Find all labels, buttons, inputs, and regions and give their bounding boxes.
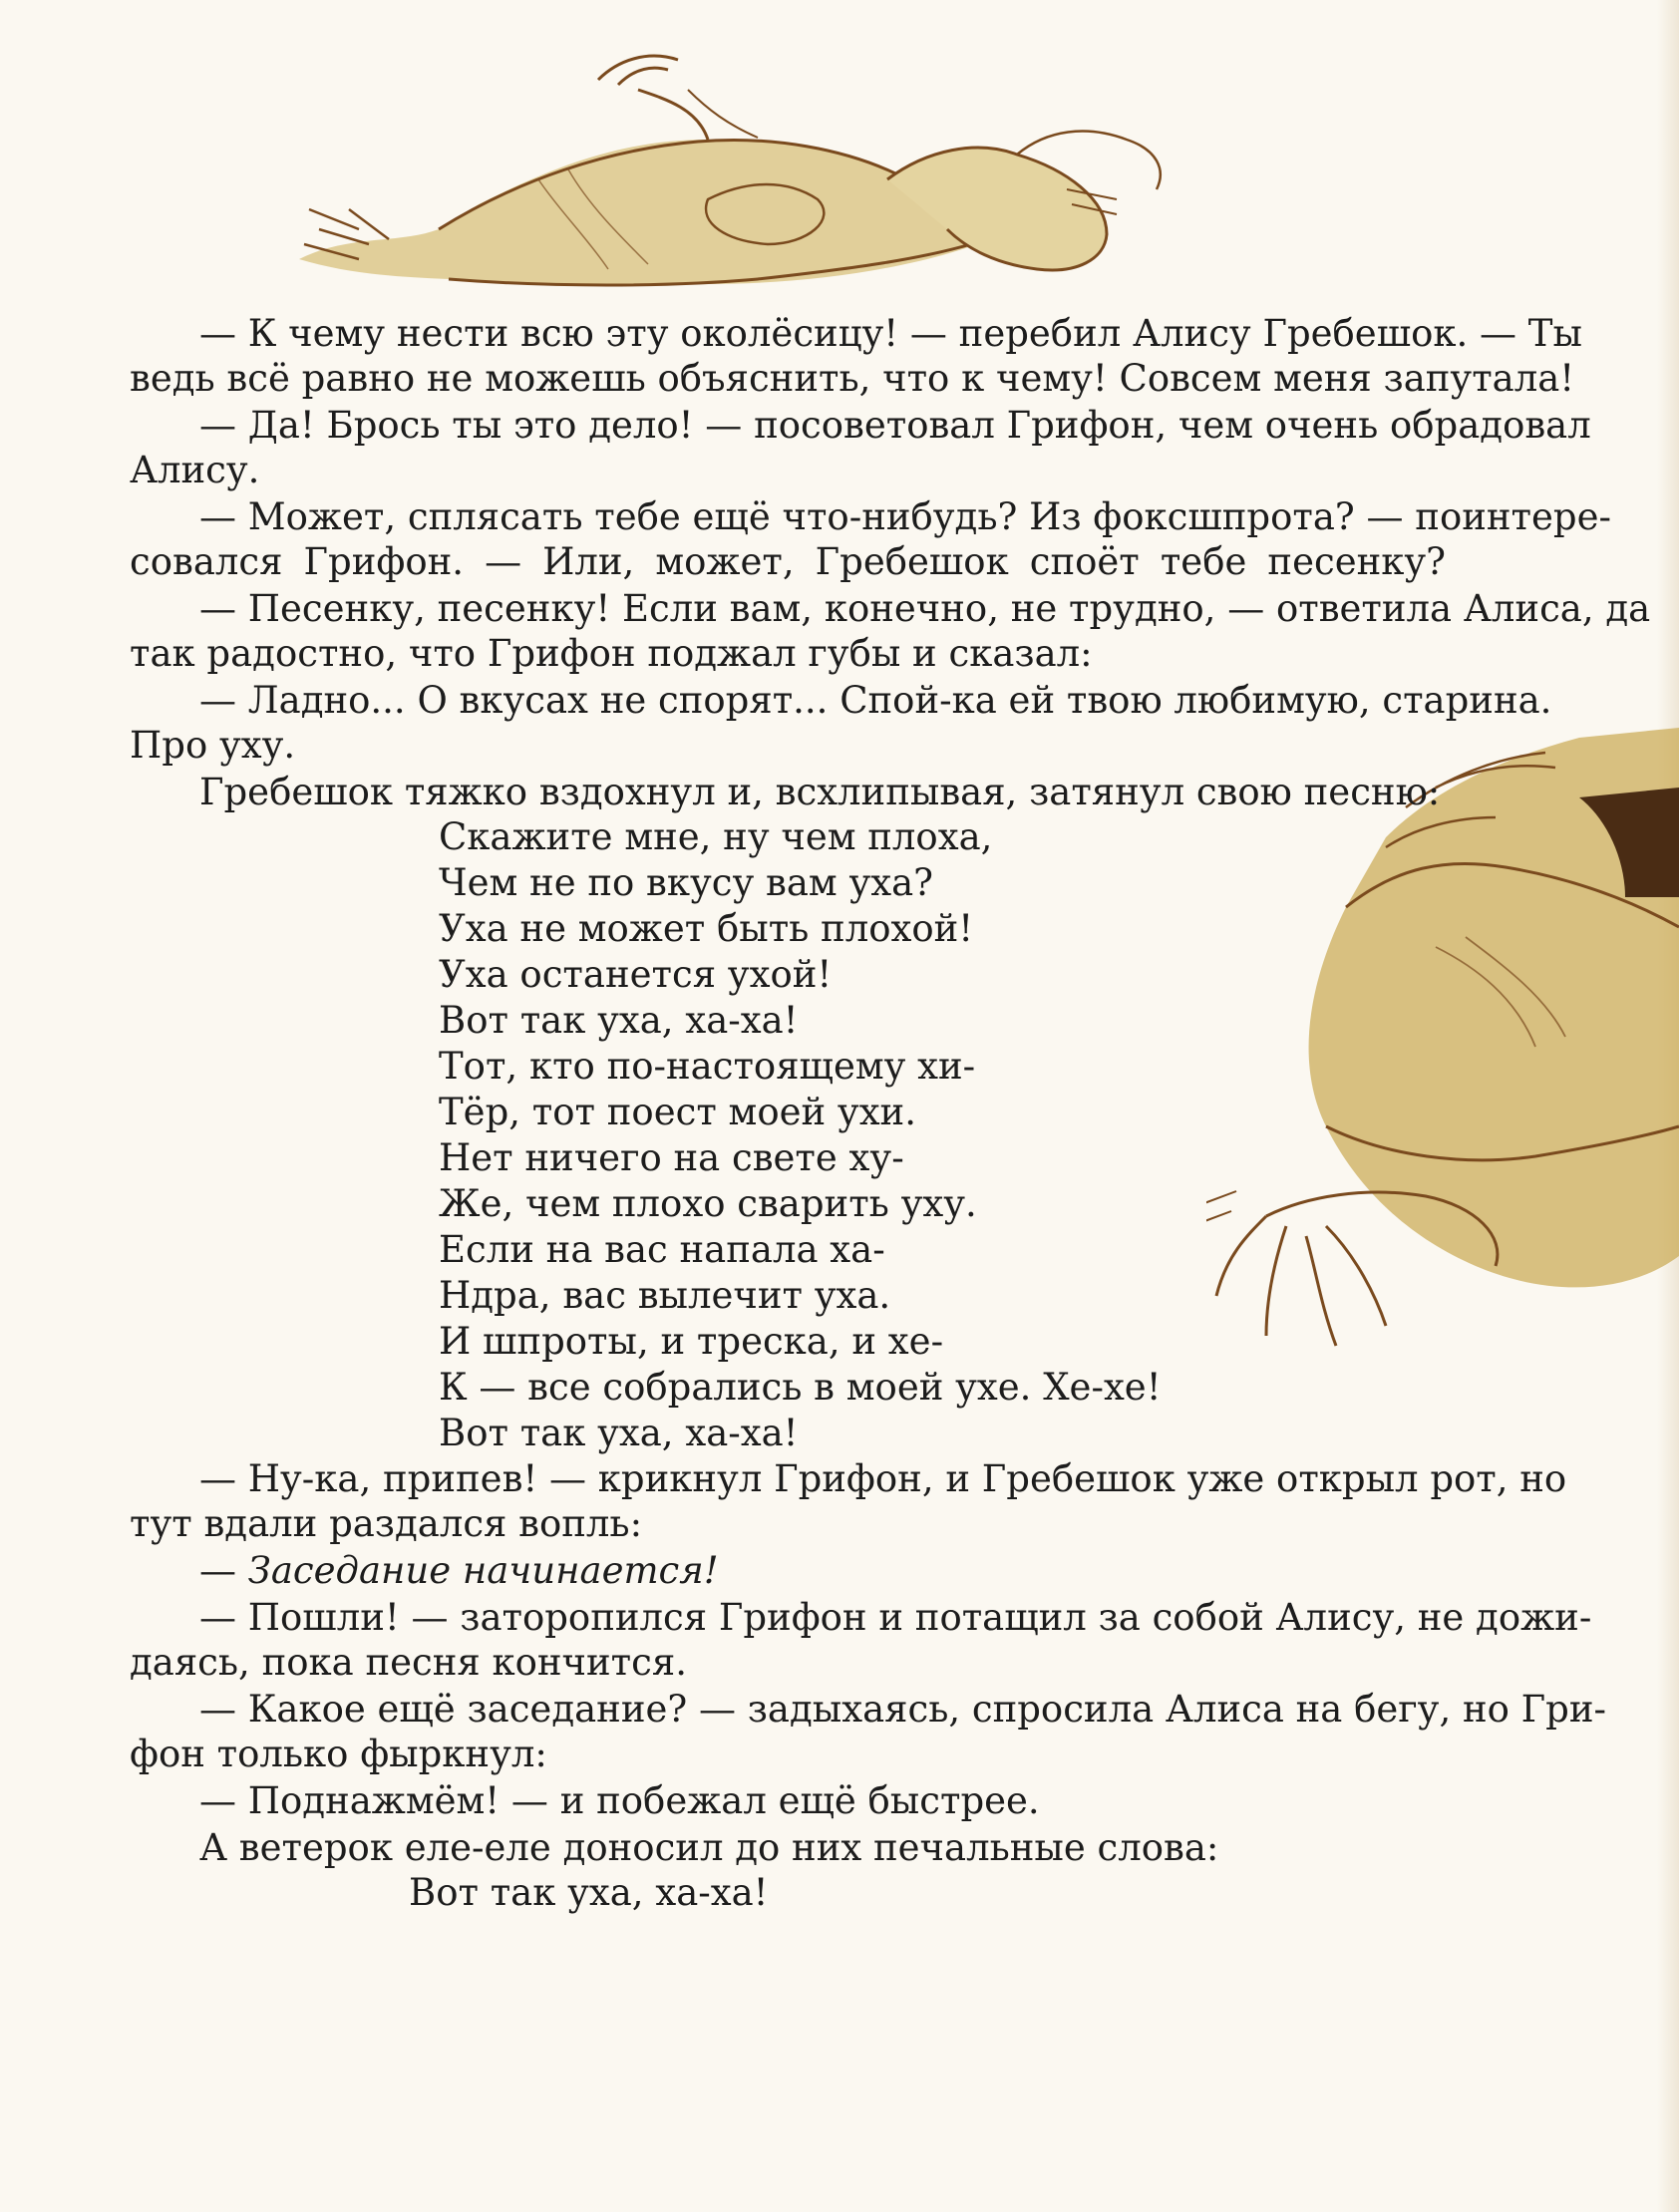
verse-line: И шпроты, и треска, и хе- <box>439 1320 944 1363</box>
verse-line: Ндра, вас вылечит уха. <box>439 1274 891 1317</box>
paragraph <box>130 770 1446 814</box>
verse-line: Чем не по вкусу вам уха? <box>439 861 933 904</box>
shout-text: Заседание начинается! <box>247 1549 719 1592</box>
line: — Да! Брось ты это дело! — посоветовал Грифон, чем очень обрадовал <box>199 404 1591 447</box>
paragraph <box>130 1778 1446 1823</box>
line: даясь, пока песня кончится. <box>130 1641 687 1684</box>
line: Гребешок тяжко вздохнул и, всхлипывая, затянул свою песню: <box>199 771 1441 813</box>
song-verse <box>439 814 1446 1456</box>
verse-line: Вот так уха, ха-ха! <box>439 999 799 1042</box>
verse-line: Уха не может быть плохой! <box>439 907 974 950</box>
verse-line: Нет ничего на свете ху- <box>439 1136 904 1179</box>
page-text <box>130 311 1651 1916</box>
verse-line: Если на вас напала ха- <box>439 1228 885 1271</box>
line: ведь всё равно не можешь объяснить, что к чему! Совсем меня запутала! <box>130 357 1575 400</box>
paragraph <box>130 1825 1446 1870</box>
verse-line: Уха останется ухой! <box>439 953 833 996</box>
illustration-top <box>289 30 1276 319</box>
verse-line: Вот так уха, ха-ха! <box>439 1412 799 1454</box>
verse-line: Же, чем плохо сварить уху. <box>439 1182 977 1225</box>
line: — Песенку, песенку! Если вам, конечно, не трудно, — ответила Алиса, да <box>199 587 1651 630</box>
line: А ветерок еле-еле доносил до них печальные слова: <box>199 1826 1219 1869</box>
line: Алису. <box>130 449 260 491</box>
line: Про уху. <box>130 724 296 767</box>
line: совался Грифон. — Или, может, Гребешок споёт тебе песенку? <box>130 540 1446 583</box>
dash: — <box>199 1549 248 1592</box>
line: фон только фыркнул: <box>130 1733 547 1775</box>
paragraph <box>130 403 1591 492</box>
line: — К чему нести всю эту околёсицу! — перебил Алису Гребешок. — Ты <box>199 312 1582 355</box>
line: — Может, сплясать тебе ещё что-нибудь? Из фоксшпрота? — поинтере- <box>199 495 1611 538</box>
final-verse-line: Вот так уха, ха-ха! <box>409 1871 769 1914</box>
verse-line: К — все собрались в моей ухе. Хе-хе! <box>439 1366 1162 1409</box>
paragraph <box>130 311 1582 401</box>
verse-line: Скажите мне, ну чем плоха, <box>439 815 993 858</box>
paragraph-shout <box>130 1548 1446 1593</box>
line: так радостно, что Грифон поджал губы и сказал: <box>130 632 1093 675</box>
paragraph <box>130 678 1552 768</box>
paragraph <box>130 1687 1607 1776</box>
verse-line: Тёр, тот поест моей ухи. <box>439 1091 916 1133</box>
paragraph <box>130 494 1611 584</box>
paragraph <box>130 586 1651 676</box>
paragraph <box>130 1456 1567 1546</box>
verse-line: Тот, кто по-настоящему хи- <box>439 1045 976 1088</box>
line: — Ладно... О вкусах не спорят... Спой-ка ей твою любимую, старина. <box>199 679 1552 722</box>
line: тут вдали раздался вопль: <box>130 1502 643 1545</box>
line: — Пошли! — заторопился Грифон и потащил за собой Алису, не дожи- <box>199 1596 1592 1639</box>
paragraph <box>130 1595 1592 1685</box>
line: — Ну-ка, припев! — крикнул Грифон, и Гребешок уже открыл рот, но <box>199 1457 1567 1500</box>
line: — Поднажмём! — и побежал ещё быстрее. <box>199 1779 1040 1822</box>
line: — Какое ещё заседание? — задыхаясь, спросила Алиса на бегу, но Гри- <box>199 1688 1607 1731</box>
